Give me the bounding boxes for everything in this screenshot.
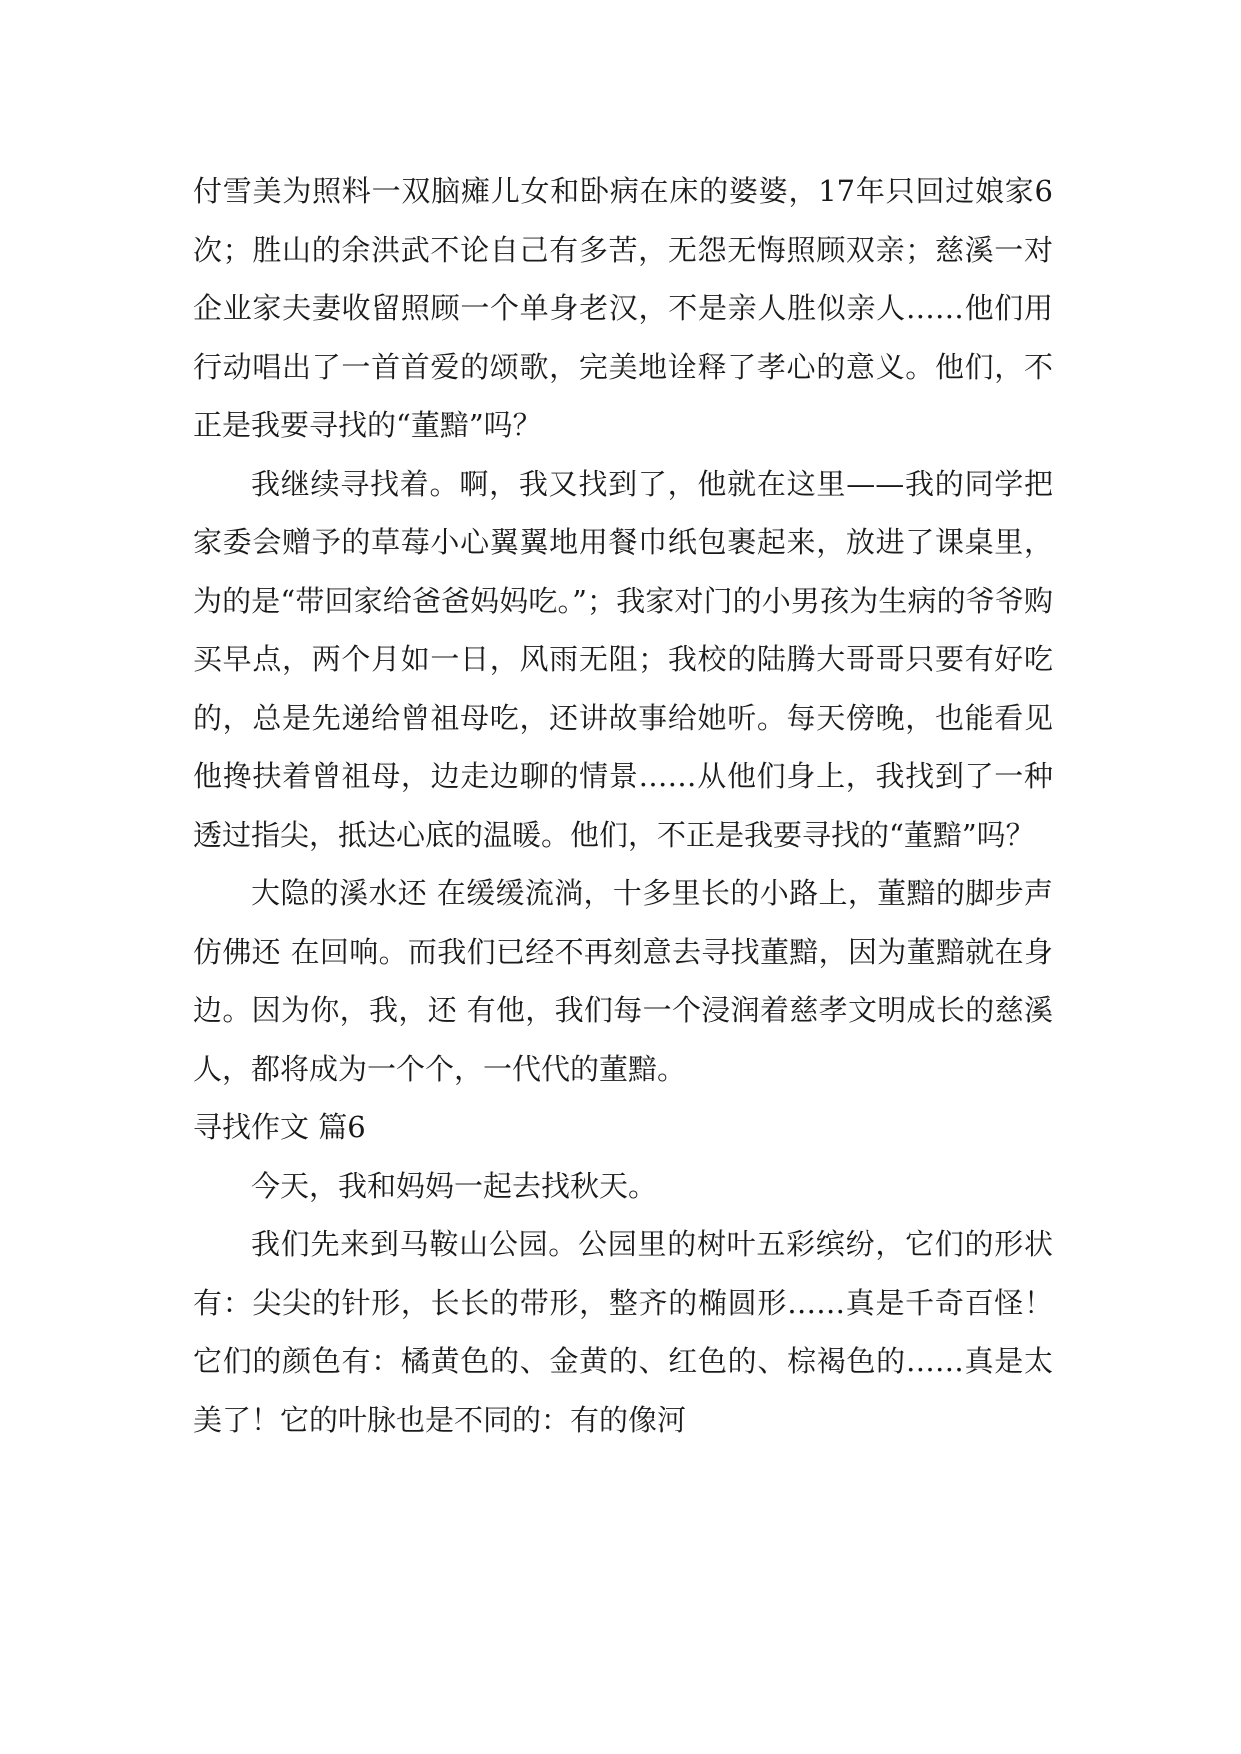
paragraph-1: 付雪美为照料一双脑瘫儿女和卧病在床的婆婆，17年只回过娘家6次；胜山的余洪武不论自己有多苦，无怨无悔照顾双亲；慈溪一对企业家夫妻收留照顾一个单身老汉，不是亲人胜似亲人……他们用行动唱出了一首首爱的颂歌，完美地诠释了孝心的意义。他们，不正是我要寻找的“董黯”吗？ [193,174,1053,442]
document-body [193,162,1053,1449]
paragraph-5: 我们先来到马鞍山公园。公园里的树叶五彩缤纷，它们的形状有：尖尖的针形，长长的带形，整齐的椭圆形……真是千奇百怪！它们的颜色有：橘黄色的、金黄的、红色的、棕褐色的……真是太美了！它的叶脉也是不同的：有的像河 [193,1227,1053,1437]
paragraph-2: 我继续寻找着。啊，我又找到了，他就在这里——我的同学把家委会赠予的草莓小心翼翼地用餐巾纸包裹起来，放进了课桌里，为的是“带回家给爸爸妈妈吃。”；我家对门的小男孩为生病的爷爷购买早点，两个月如一日，风雨无阻；我校的陆腾大哥哥只要有好吃的，总是先递给曾祖母吃，还讲故事给她听。每天傍晚，也能看见他搀扶着曾祖母，边走边聊的情景……从他们身上，我找到了一种透过指尖，抵达心底的温暖。他们，不正是我要寻找的“董黯”吗？ [193,466,1053,852]
paragraph-3: 大隐的溪水还 在缓缓流淌，十多里长的小路上，董黯的脚步声仿佛还 在回响。而我们已经不再刻意去寻找董黯，因为董黯就在身边。因为你，我，还 有他，我们每一个浸润着慈孝文明成长的慈溪人，都将成为一个个，一代代的董黯。 [193,876,1053,1086]
paragraph-4: 今天，我和妈妈一起去找秋天。 [251,1168,658,1203]
section-heading: 寻找作文 篇6 [193,1110,366,1144]
